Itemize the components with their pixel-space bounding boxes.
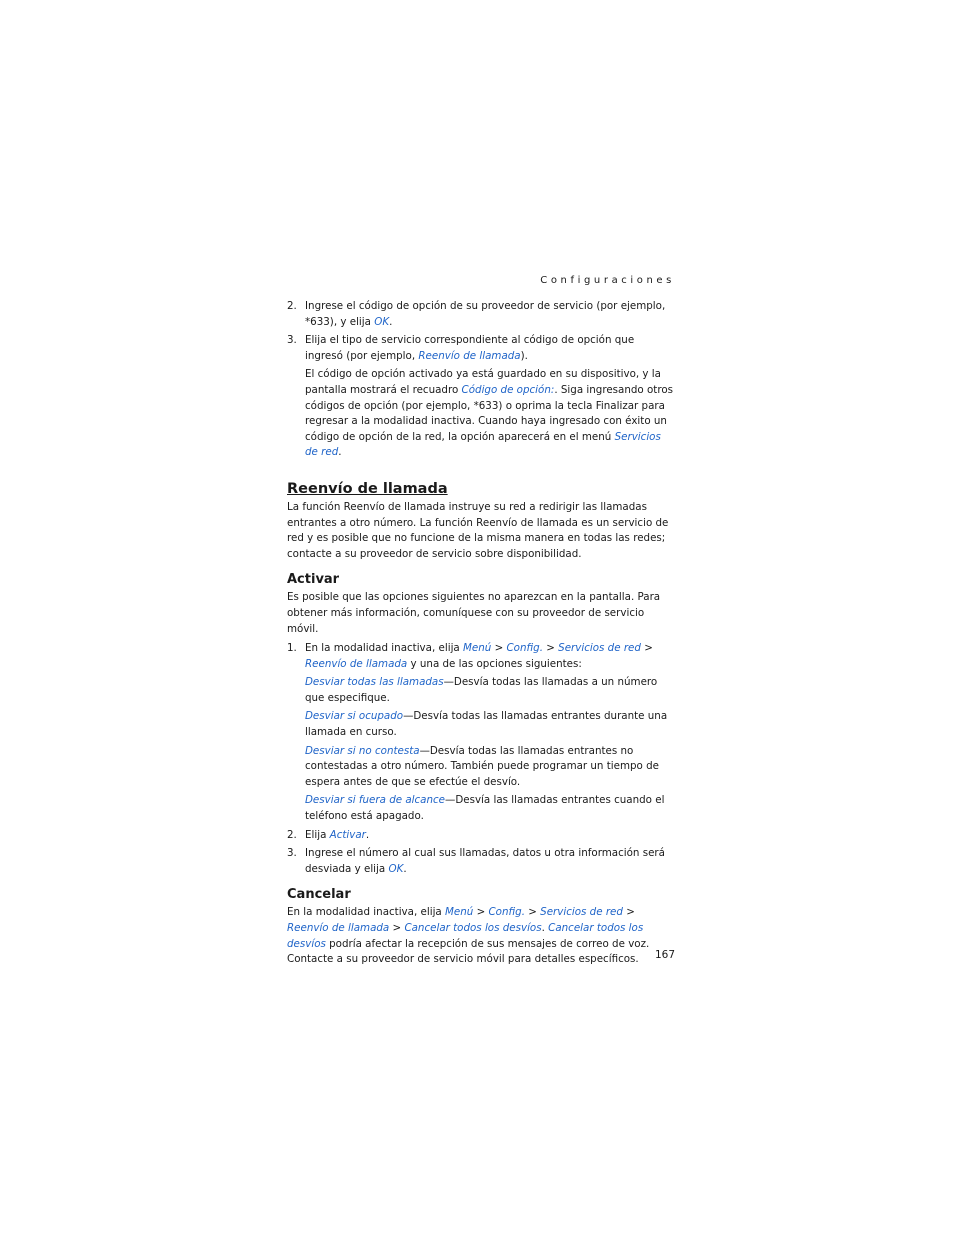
subsection-title-activar: Activar [287,572,340,588]
subsection-title-cancelar: Cancelar [287,887,351,903]
step-text-end: . [365,828,370,841]
option-label: Desviar si no contesta [305,744,420,757]
step-text-end: y una de las opciones siguientes: [407,657,582,670]
option-description: —Desvía las llamadas entrantes cuando el teléfono está apagado. [305,794,665,823]
menu-option-reenvio: Reenvío de llamada [418,349,521,362]
list-number: 3. [287,847,297,860]
option-item [287,709,675,740]
option-item [287,744,675,791]
cancel-text-end: podría afectar la recepción de sus mensajes de correo de voz. Contacte a su proveedor de servicio móvil para detalles específicos. [287,937,650,966]
path-separator: > [640,642,653,655]
note-text-3: . [338,446,342,459]
step-text-end: ). [520,349,528,362]
option-description: —Desvía todas las llamadas entrantes durante una llamada en curso. [305,710,668,739]
menu-option-ok: OK [374,315,390,328]
menu-option-menu: Menú [463,642,492,655]
step-text: Elija [305,828,330,841]
path-separator: > [622,906,635,919]
list-number: 3. [287,334,297,347]
list-item-activar-step-2 [287,828,675,844]
step-text: Ingrese el código de opción de su proveedor de servicio (por ejemplo, *633), y elija [305,300,666,328]
menu-option-config: Config. [488,906,525,919]
path-separator: > [473,906,489,919]
list-number: 2. [287,828,297,841]
menu-option-servicios-de-red: Servicios de red [305,430,661,459]
note-text-2: . Siga ingresando otros códigos de opción (por ejemplo, *633) o oprima la tecla Finalizar para regresar a la modalidad inactiva. Cuando haya ingresado con éxito un código de opción de la red, la opción aparecerá en el menú [305,383,673,443]
option-description: —Desvía todas las llamadas a un número que especifique. [305,676,658,704]
list-item-step-2 [287,299,675,330]
option-label: Desviar si fuera de alcance [305,794,446,807]
menu-option-menu: Menú [445,906,474,919]
menu-option-servicios-de-red: Servicios de red [558,642,641,655]
option-item [287,793,675,824]
note-text: El código de opción activado ya está guardado en su dispositivo, y la pantalla mostrará el recuadro [305,368,661,396]
list-item-activar-step-3 [287,846,675,877]
path-separator: . [541,922,549,934]
list-number: 1. [287,642,297,655]
list-number: 2. [287,300,297,312]
menu-option-ok: OK [388,862,404,875]
list-item-activar-step-1 [287,641,675,672]
option-label: Desviar si ocupado [305,710,404,723]
step-text-end: . [389,315,393,328]
step-text-end: . [403,862,407,875]
menu-option-config: Config. [506,642,543,655]
list-item-step-3 [287,333,675,364]
page-body [287,299,675,968]
path-separator: > [524,906,541,919]
menu-option-cancelar-todos: Cancelar todos los desvíos [404,922,542,934]
menu-option-codigo: Código de opción: [461,383,555,396]
path-separator: > [491,642,507,655]
menu-option-reenvio: Reenvío de llamada [287,922,390,934]
option-description: —Desvía todas las llamadas entrantes no contestadas a otro número. También puede programar un tiempo de espera antes de que se efectúe el desvío. [305,744,659,788]
activar-intro: Es posible que las opciones siguientes no aparezcan en la pantalla. Para obtener más información, comuníquese con su proveedor de servicio móvil. [287,591,661,635]
page-number: 167 [654,949,675,961]
running-header: Configuraciones [540,275,675,286]
menu-option-reenvio: Reenvío de llamada [305,657,408,670]
menu-option-servicios-de-red: Servicios de red [540,906,623,919]
menu-option-activar: Activar [329,828,366,841]
section-intro: La función Reenvío de llamada instruye su red a redirigir las llamadas entrantes a otro número. La función Reenvío de llamada es un servicio de red y es posible que no funcione de la misma manera en todas las redes; contacte a su proveedor de servicio sobre disponibilidad. [287,500,669,560]
option-label: Desviar todas las llamadas [305,676,444,689]
path-separator: > [542,642,559,655]
step-text: Elija el tipo de servicio correspondiente al código de opción que ingresó (por ejemplo, [305,334,635,362]
option-code-note [287,367,675,461]
option-item [287,675,675,706]
menu-option-cancelar-todos-ref: Cancelar todos los desvíos [287,922,644,950]
section-title: Reenvío de llamada [287,480,448,497]
path-separator: > [389,922,405,934]
cancel-text: En la modalidad inactiva, elija [287,906,446,919]
step-text: Ingrese el número al cual sus llamadas, datos u otra información será desviada y elija [305,847,665,875]
step-text: En la modalidad inactiva, elija [305,642,464,655]
